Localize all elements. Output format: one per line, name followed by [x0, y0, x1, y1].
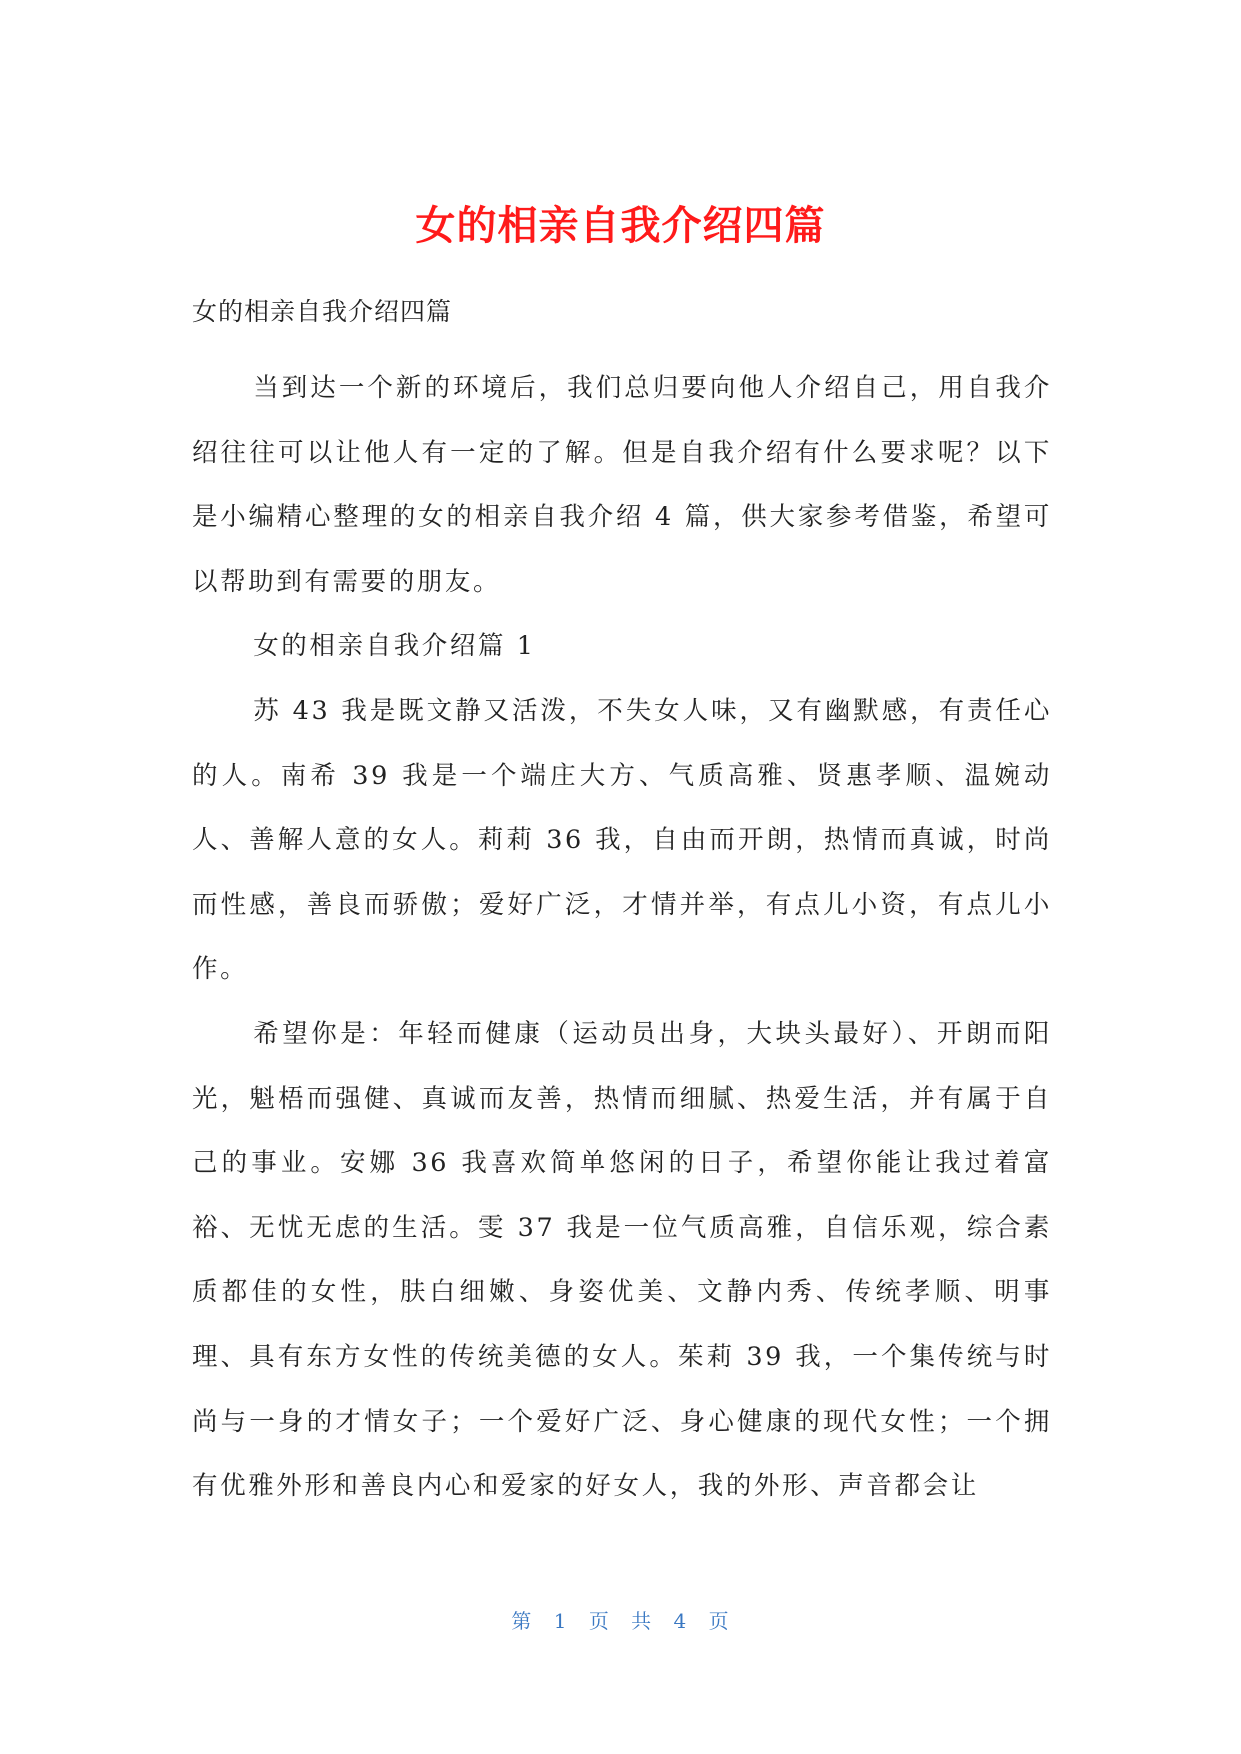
section-heading: 女的相亲自我介绍篇 1	[253, 631, 536, 662]
body-paragraph: 苏 43 我是既文静又活泼，不失女人味，又有幽默感，有责任心的人。南希 39 我是一个端庄大方、气质高雅、贤惠孝顺、温婉动人、善解人意的女人。莉莉 36 我，自由而开朗，热情而真诚，时尚而性感，善良而骄傲；爱好广泛，才情并举，有点儿小资，有点儿小作。	[192, 695, 1052, 985]
intro-paragraph: 当到达一个新的环境后，我们总归要向他人介绍自己，用自我介绍往往可以让他人有一定的了解。但是自我介绍有什么要求呢？以下是小编精心整理的女的相亲自我介绍 4 篇，供大家参考借鉴，希望可以帮助到有需要的朋友。	[192, 373, 1052, 597]
document-title: 女的相亲自我介绍四篇	[415, 203, 826, 249]
document-subtitle: 女的相亲自我介绍四篇	[192, 297, 453, 326]
page-number-footer: 第 1 页 共 4 页	[511, 1609, 730, 1633]
body-paragraph: 希望你是：年轻而健康（运动员出身，大块头最好）、开朗而阳光，魁梧而强健、真诚而友善，热情而细腻、热爱生活，并有属于自己的事业。安娜 36 我喜欢简单悠闲的日子，希望你能让我过着富裕、无忧无虑的生活。雯 37 我是一位气质高雅，自信乐观，综合素质都佳的女性，肤白细嫩、身姿优美、文静内秀、传统孝顺、明事理、具有东方女性的传统美德的女人。茱莉 39 我，一个集传统与时尚与一身的才情女子；一个爱好广泛、身心健康的现代女性；一个拥有优雅外形和善良内心和爱家的好女人，我的外形、声音都会让	[192, 1018, 1052, 1502]
document-body	[192, 356, 1052, 1519]
